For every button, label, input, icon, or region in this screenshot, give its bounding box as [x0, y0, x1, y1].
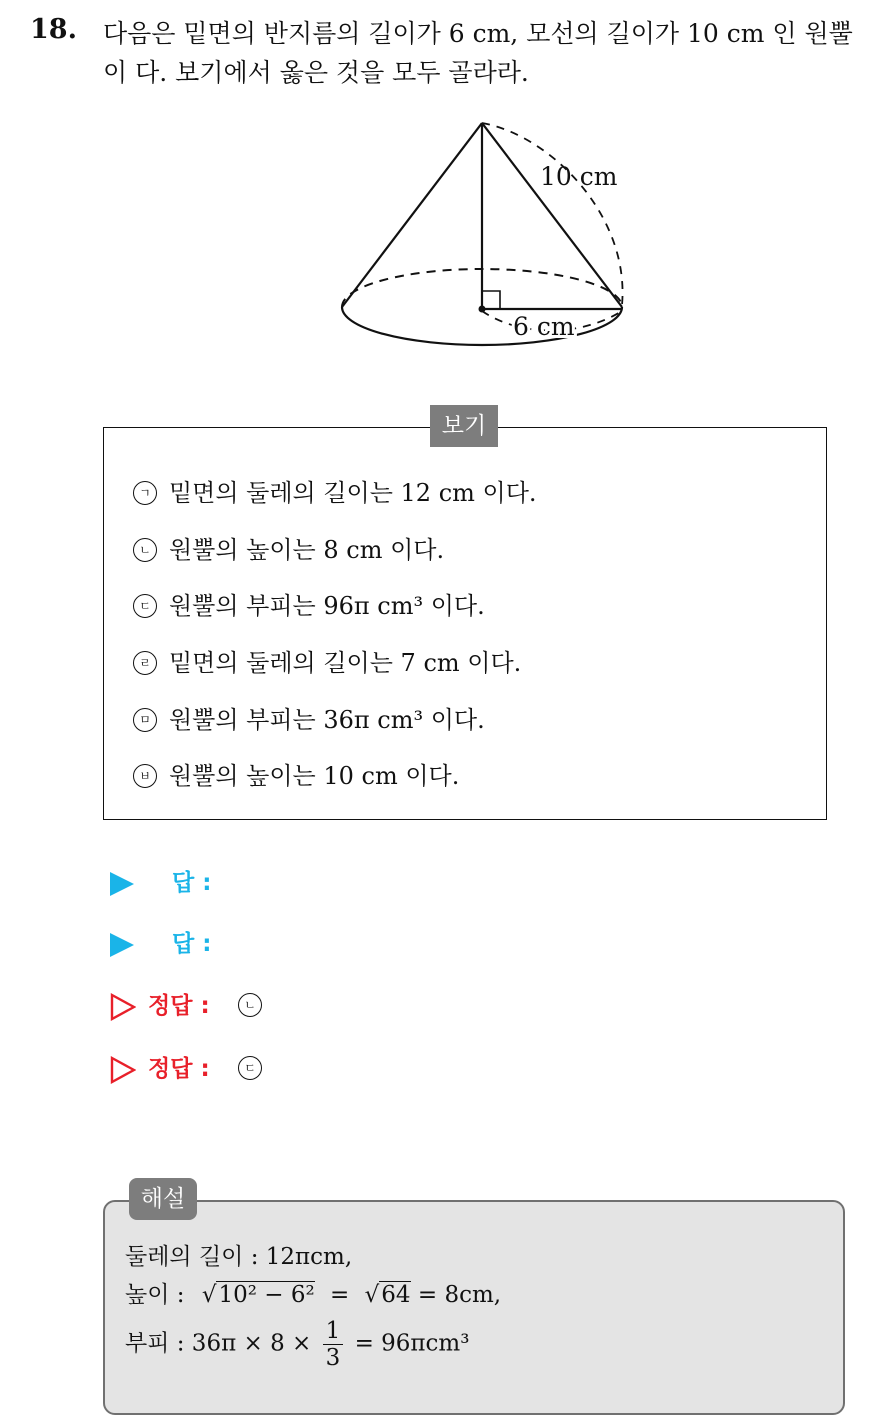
play-triangle-icon — [110, 933, 134, 957]
correct-answer-line — [110, 986, 256, 1026]
volume-prefix: 부피 : 36π × 8 × — [125, 1330, 312, 1357]
answer-line — [110, 924, 212, 964]
option-marker: ㅁ — [133, 708, 157, 732]
sqrt-expression-2: 64 — [381, 1282, 411, 1308]
bogi-option — [133, 589, 485, 623]
question-number: 18. — [30, 14, 77, 45]
fraction-denominator: 3 — [325, 1345, 341, 1371]
option-text: 원뿔의 부피는 36π cm³ 이다. — [169, 706, 485, 734]
right-angle-mark — [482, 291, 500, 309]
bogi-option — [133, 476, 537, 510]
solution-line-3 — [125, 1318, 469, 1371]
option-text: 원뿔의 부피는 96π cm³ 이다. — [169, 592, 485, 620]
option-marker: ㄱ — [133, 481, 157, 505]
outline-triangle-icon — [110, 1056, 136, 1084]
cone-diagram — [330, 105, 640, 365]
correct-label: 정답 : — [148, 1056, 210, 1082]
correct-label: 정답 : — [148, 993, 210, 1019]
cone-figure — [330, 105, 640, 365]
equals-sign: = — [330, 1282, 350, 1308]
answer-label: 답 : — [172, 870, 212, 896]
question-text: 다음은 밑면의 반지름의 길이가 6 cm, 모선의 길이가 10 cm 인 원뿔이 다. 보기에서 옳은 것을 모두 골라라. — [103, 19, 853, 87]
option-text: 밑면의 둘레의 길이는 12 cm 이다. — [169, 479, 537, 507]
slant-label: 10 cm — [540, 162, 618, 191]
correct-answer-line — [110, 1049, 256, 1089]
outline-triangle-icon — [110, 993, 136, 1021]
base-front-arc — [342, 307, 622, 345]
correct-answer-marker: ㄷ — [238, 1056, 262, 1080]
fraction — [323, 1318, 344, 1371]
solution-line-1: 둘레의 길이 : 12πcm, — [125, 1244, 353, 1270]
answer-label: 답 : — [172, 931, 212, 957]
option-marker: ㄴ — [133, 538, 157, 562]
option-text: 원뿔의 높이는 10 cm 이다. — [169, 762, 460, 790]
height-result: = 8cm, — [417, 1282, 502, 1308]
option-marker: ㄷ — [133, 594, 157, 618]
radius-label: 6 cm — [513, 312, 575, 341]
bogi-option — [133, 759, 459, 793]
bogi-option — [133, 646, 521, 680]
bogi-title: 보기 — [430, 405, 498, 447]
fraction-numerator: 1 — [323, 1318, 344, 1345]
volume-result: = 96πcm³ — [354, 1330, 470, 1357]
correct-answer-marker: ㄴ — [238, 993, 262, 1017]
sqrt-expression-1: 10² − 6² — [218, 1282, 315, 1308]
bogi-option — [133, 703, 485, 737]
option-text: 밑면의 둘레의 길이는 7 cm 이다. — [169, 649, 522, 677]
answer-line — [110, 863, 212, 903]
option-text: 원뿔의 높이는 8 cm 이다. — [169, 536, 445, 564]
height-prefix: 높이 : — [125, 1282, 185, 1308]
bogi-option — [133, 533, 444, 567]
solution-line-2: 높이 : √10² − 6² = √64 = 8cm, — [125, 1282, 502, 1308]
play-triangle-icon — [110, 872, 134, 896]
slant-left — [342, 123, 482, 307]
solution-title: 해설 — [129, 1178, 197, 1220]
option-marker: ㅂ — [133, 764, 157, 788]
option-marker: ㄹ — [133, 651, 157, 675]
